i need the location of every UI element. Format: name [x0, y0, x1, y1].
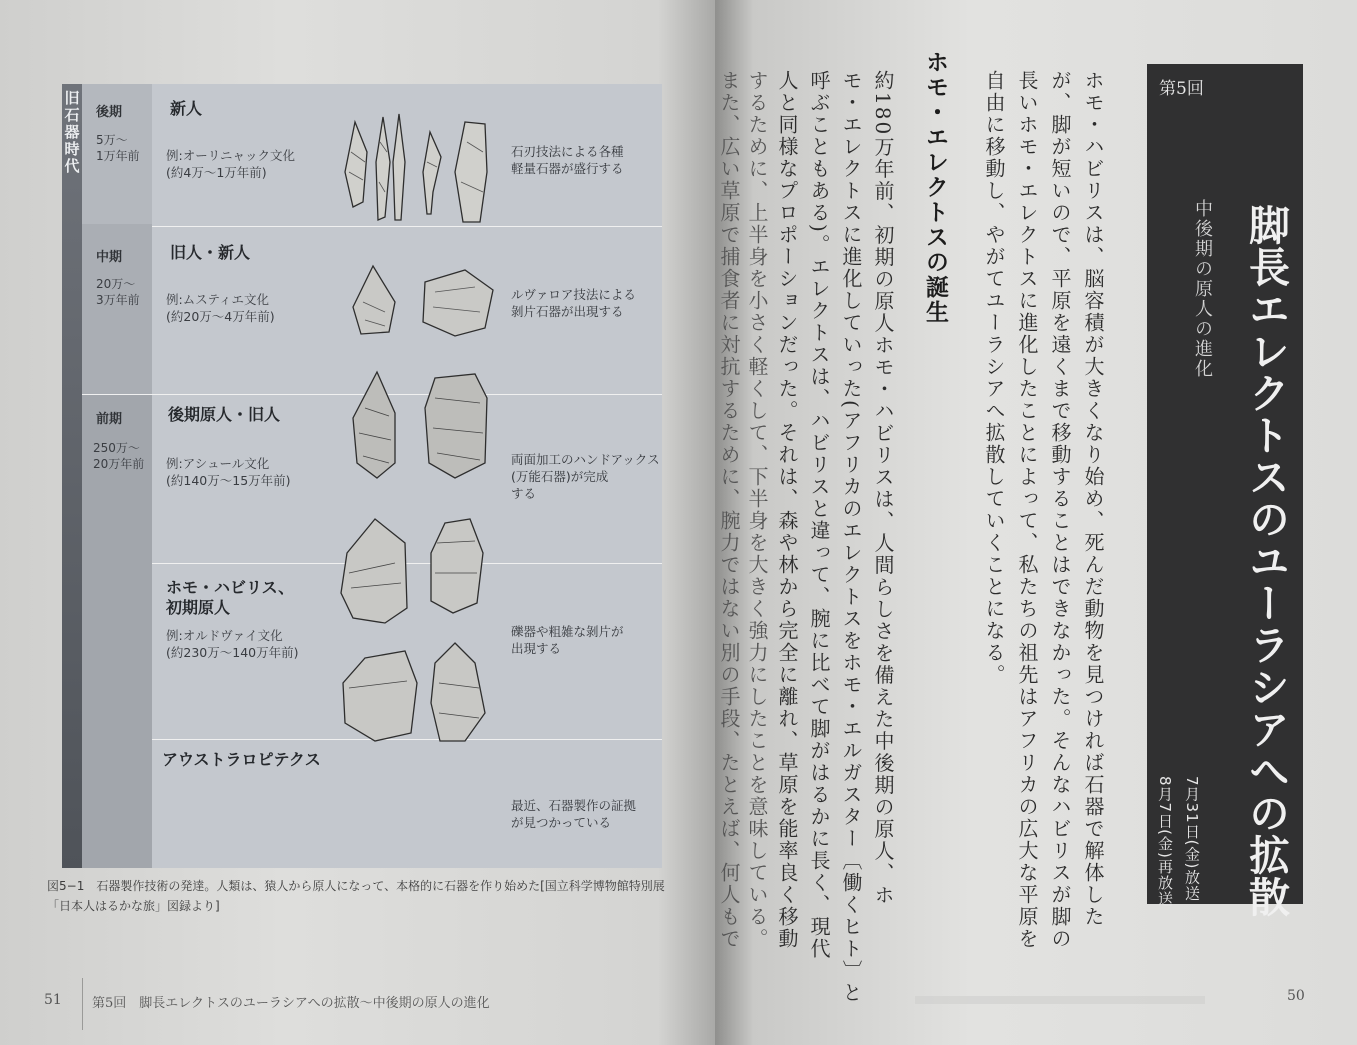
body-column: が、脚が短いので、平原を遠くまで移動することはできなかった。そんなハビリスが脚の	[1048, 70, 1072, 950]
blade-tools-illustration	[335, 112, 510, 227]
culture-text: 例:オーリニャック文化 (約4万〜1万年前)	[166, 148, 295, 180]
species-name: 旧人・新人	[170, 243, 251, 262]
figure-caption: 図5−1 石器製作技術の発達。人類は、猿人から原人になって、本格的に石器を作り始めた[国立科学博物館特別展「日本人はるかな旅」図録より]	[47, 879, 665, 913]
period-range: 5万〜 1万年前	[96, 133, 140, 163]
species-name: 後期原人・旧人	[168, 405, 281, 424]
handaxe-tools-illustration	[345, 368, 500, 483]
technique-text: 両面加工のハンドアックス (万能石器)が完成 する	[511, 452, 660, 501]
sidebar-label: 旧石器時代	[62, 90, 81, 175]
body-column: 自由に移動し、やがてユーラシアへ拡散していくことになる。	[982, 70, 1006, 686]
technique-text: 最近、石器製作の証拠 が見つかっている	[511, 798, 637, 830]
body-column: 呼ぶこともある)。エレクトスは、ハビリスと違って、腕に比べて脚がはるかに長く、現代	[807, 70, 831, 960]
broadcast-date: 7月31日(金)放送	[1183, 776, 1201, 902]
body-column: 約180万年前、初期の原人ホモ・ハビリスは、人間らしさを備えた中後期の原人、ホ	[871, 70, 895, 907]
body-column: するために、上半身を小さく軽くして、下半身を大きく強力にしたことを意味している。	[745, 70, 769, 950]
species-name: 新人	[170, 99, 203, 118]
body-column: ホモ・ハビリスは、脳容積が大きくなり始め、死んだ動物を見つければ石器で解体した	[1081, 70, 1105, 928]
chapter-subtitle: 中後期の原人の進化	[1192, 199, 1213, 379]
rebroadcast-date: 8月7日(金)再放送	[1156, 776, 1174, 907]
body-column: 長いホモ・エレクトスに進化したことによって、私たちの祖先はアフリカの広大な平原を	[1015, 70, 1039, 950]
culture-text: 例:オルドヴァイ文化 (約230万〜140万年前)	[166, 628, 299, 660]
culture-text: 例:アシュール文化 (約140万〜15万年前)	[166, 456, 291, 488]
period-label: 中期	[96, 250, 123, 265]
body-column: 人と同様なプロポーションだった。それは、森や林から完全に離れ、草原を能率良く移動	[775, 70, 799, 950]
bleed-through	[915, 996, 1205, 1004]
right-page	[715, 0, 1357, 1045]
period-range: 250万〜 20万年前	[93, 441, 145, 471]
running-head: 第5回 脚長エレクトスのユーラシアへの拡散〜中後期の原人の進化	[92, 996, 490, 1011]
species-name: ホモ・ハビリス、 初期原人	[166, 578, 295, 617]
period-label: 後期	[96, 105, 123, 120]
flake-tools-illustration	[345, 262, 500, 342]
figure-sidebar	[62, 84, 82, 868]
section-heading: ホモ・エレクトスの誕生	[922, 50, 948, 325]
page-number: 51	[44, 992, 62, 1008]
chapter-title-box	[1147, 64, 1303, 918]
chapter-title: 脚長エレクトスのユーラシアへの拡散	[1242, 204, 1290, 918]
species-name: アウストラロピテクス	[162, 750, 321, 769]
body-column: また、広い草原で捕食者に対抗するために、腕力ではない別の手段、たとえば、何人もで	[717, 70, 741, 950]
technique-text: ルヴァロア技法による 剝片石器が出現する	[511, 287, 636, 319]
footer-divider	[82, 978, 83, 1030]
technique-text: 石刃技法による各種 軽量石器が盛行する	[511, 144, 624, 176]
culture-text: 例:ムスティエ文化 (約20万〜4万年前)	[166, 292, 275, 324]
period-label: 前期	[96, 412, 123, 427]
chapter-label: 第5回	[1159, 79, 1204, 99]
page-number: 50	[1287, 988, 1305, 1004]
period-column	[82, 84, 152, 868]
pebble-tools-illustration	[335, 513, 500, 753]
technique-text: 礫器や粗雑な剝片が 出現する	[511, 624, 624, 656]
period-range: 20万〜 3万年前	[96, 277, 140, 307]
body-column: モ・エレクトスに進化していった(アフリカのエレクトスをホモ・エルガスター〔働くヒト〕と	[839, 70, 863, 1004]
